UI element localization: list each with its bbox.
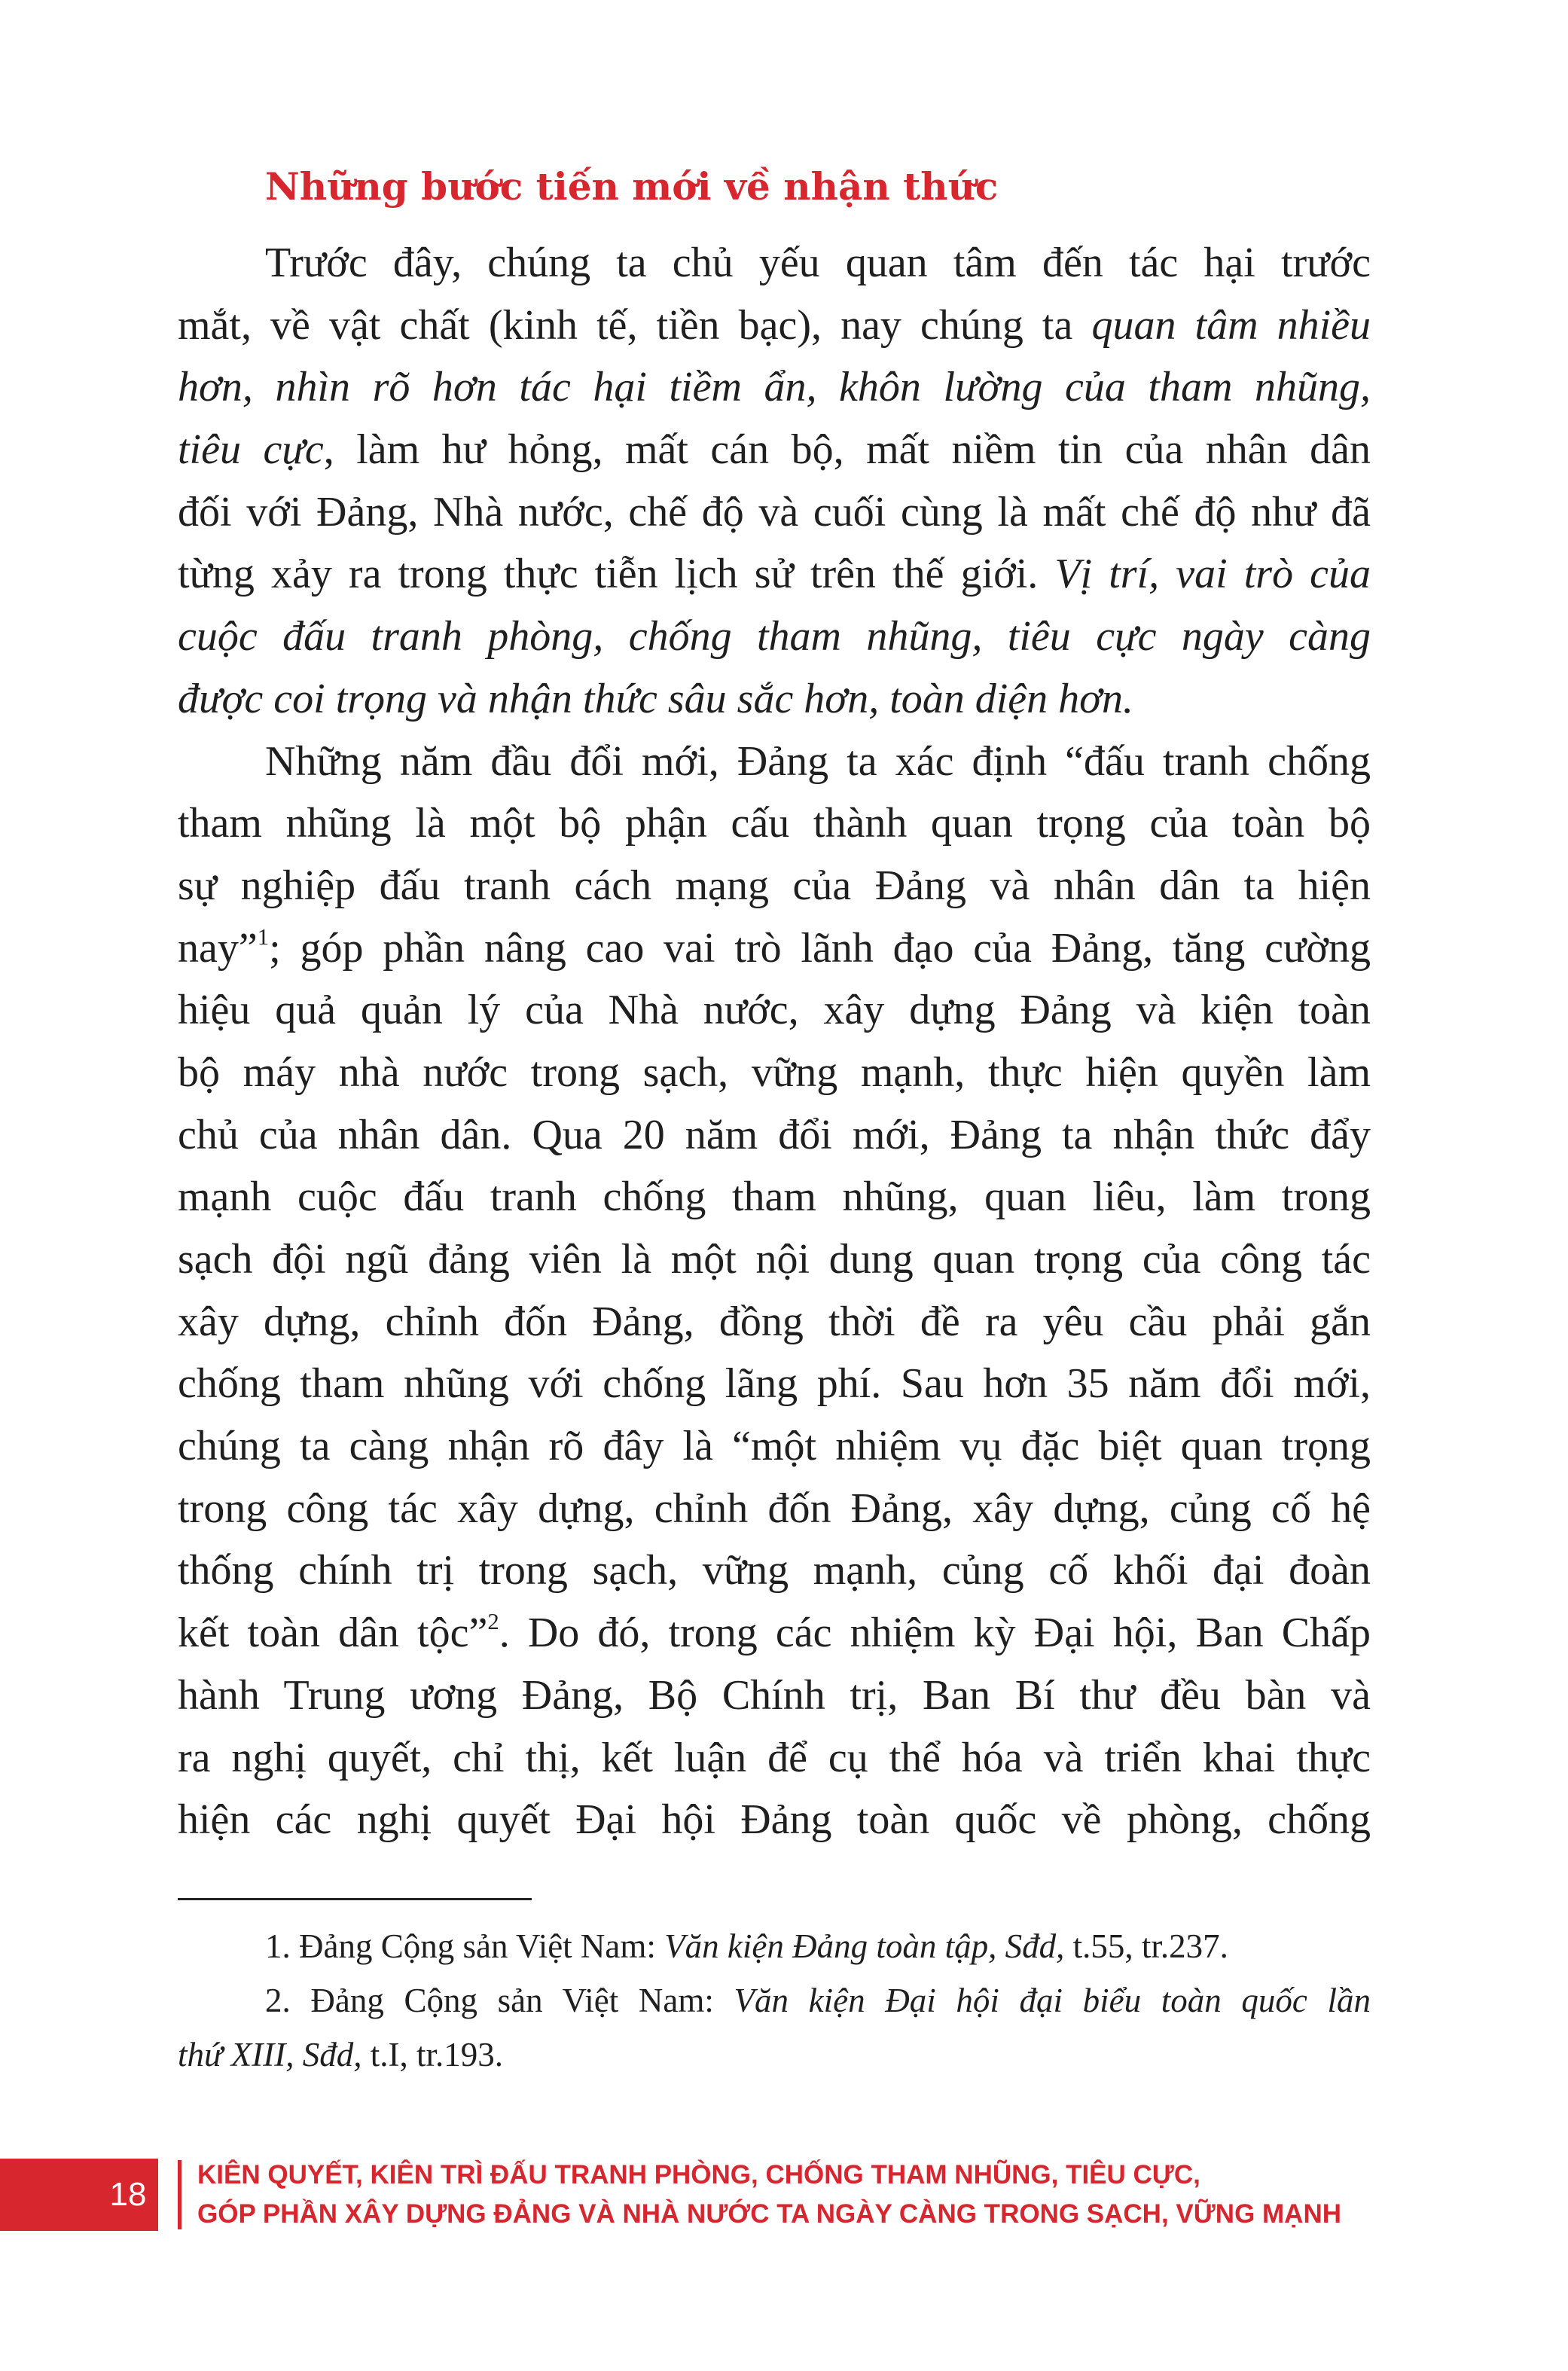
p2-line-14: thống chính trị trong sạch, vững mạnh, củng cố khối đại đoàn <box>178 1547 1371 1594</box>
p2-line-12: chúng ta càng nhận rõ đây là “một nhiệm vụ đặc biệt quan trọng <box>178 1423 1371 1470</box>
p1-line-6: từng xảy ra trong thực tiễn lịch sử trên thế giới. Vị trí, vai trò của <box>178 551 1371 598</box>
footnote-ref-2[interactable]: 2 <box>487 1609 499 1635</box>
footnote-2-line-2: thứ XIII, Sđd, t.I, tr.193. <box>178 2036 503 2073</box>
p2-line-3: sự nghiệp đấu tranh cách mạng của Đảng và nhân dân ta hiện <box>178 862 1371 909</box>
p1-line-2: mắt, về vật chất (kinh tế, tiền bạc), nay chúng ta quan tâm nhiều <box>178 301 1371 349</box>
p1-line-4: tiêu cực, làm hư hỏng, mất cán bộ, mất niềm tin của nhân dân <box>178 426 1371 474</box>
p2-line-16: hành Trung ương Đảng, Bộ Chính trị, Ban Bí thư đều bàn và <box>178 1671 1371 1719</box>
p2-line-13: trong công tác xây dựng, chỉnh đốn Đảng, xây dựng, củng cố hệ <box>178 1485 1371 1532</box>
footnote-2-line-1: 2. Đảng Cộng sản Việt Nam: Văn kiện Đại hội đại biểu toàn quốc lần <box>265 1982 1371 2019</box>
footnote-divider <box>178 1898 532 1900</box>
p2-line-18: hiện các nghị quyết Đại hội Đảng toàn quốc về phòng, chống <box>178 1796 1371 1844</box>
p2-line-4: nay”$^1$; góp phần nâng cao vai trò lãnh đạo của Đảng, tăng cường <box>178 923 1371 972</box>
p2-line-7: chủ của nhân dân. Qua 20 năm đổi mới, Đảng ta nhận thức đẩy <box>178 1111 1371 1158</box>
p1-line-8: được coi trọng và nhận thức sâu sắc hơn, toàn diện hơn. <box>178 675 1134 722</box>
p1-line-1: Trước đây, chúng ta chủ yếu quan tâm đến tác hại trước <box>265 240 1371 286</box>
body-text <box>178 232 1371 1851</box>
p1-line-3: hơn, nhìn rõ hơn tác hại tiềm ẩn, khôn lường của tham nhũng, <box>178 364 1371 411</box>
p2-line-15: kết toàn dân tộc”$^2$. Do đó, trong các nhiệm kỳ Đại hội, Ban Chấp <box>178 1609 1371 1657</box>
running-footer-line-1: KIÊN QUYẾT, KIÊN TRÌ ĐẤU TRANH PHÒNG, CHỐNG THAM NHŨNG, TIÊU CỰC, <box>197 2160 1200 2189</box>
p1-line-7: cuộc đấu tranh phòng, chống tham nhũng, tiêu cực ngày càng <box>178 613 1371 661</box>
p2-line-11: chống tham nhũng với chống lãng phí. Sau hơn 35 năm đổi mới, <box>178 1360 1371 1408</box>
p1-line-5: đối với Đảng, Nhà nước, chế độ và cuối cùng là mất chế độ như đã <box>178 488 1371 536</box>
p2-line-5: hiệu quả quản lý của Nhà nước, xây dựng Đảng và kiện toàn <box>178 987 1371 1034</box>
p2-line-6: bộ máy nhà nước trong sạch, vững mạnh, thực hiện quyền làm <box>178 1048 1371 1096</box>
footnotes <box>178 1919 1371 2082</box>
p2-line-10: xây dựng, chỉnh đốn Đảng, đồng thời đề ra yêu cầu phải gắn <box>178 1298 1371 1345</box>
footnote-1: 1. Đảng Cộng sản Việt Nam: Văn kiện Đảng toàn tập, Sđd, t.55, tr.237. <box>265 1927 1228 1965</box>
p2-line-17: ra nghị quyết, chỉ thị, kết luận để cụ thể hóa và triển khai thực <box>178 1734 1371 1781</box>
section-heading: Những bước tiến mới về nhận thức <box>265 164 999 209</box>
page-number: 18 <box>109 2176 147 2213</box>
p2-line-1: Những năm đầu đổi mới, Đảng ta xác định “đấu tranh chống <box>265 737 1371 785</box>
p2-line-2: tham nhũng là một bộ phận cấu thành quan trọng của toàn bộ <box>178 800 1371 847</box>
p2-line-8: mạnh cuộc đấu tranh chống tham nhũng, quan liêu, làm trong <box>178 1173 1371 1221</box>
running-footer-line-2: GÓP PHẦN XÂY DỰNG ĐẢNG VÀ NHÀ NƯỚC TA NGÀY CÀNG TRONG SẠCH, VỮNG MẠNH <box>197 2199 1341 2229</box>
footer-divider <box>178 2160 182 2229</box>
footnote-ref-1[interactable]: 1 <box>257 923 270 950</box>
running-footer <box>197 2156 1341 2234</box>
p2-line-9: sạch đội ngũ đảng viên là một nội dung quan trọng của công tác <box>178 1236 1371 1283</box>
